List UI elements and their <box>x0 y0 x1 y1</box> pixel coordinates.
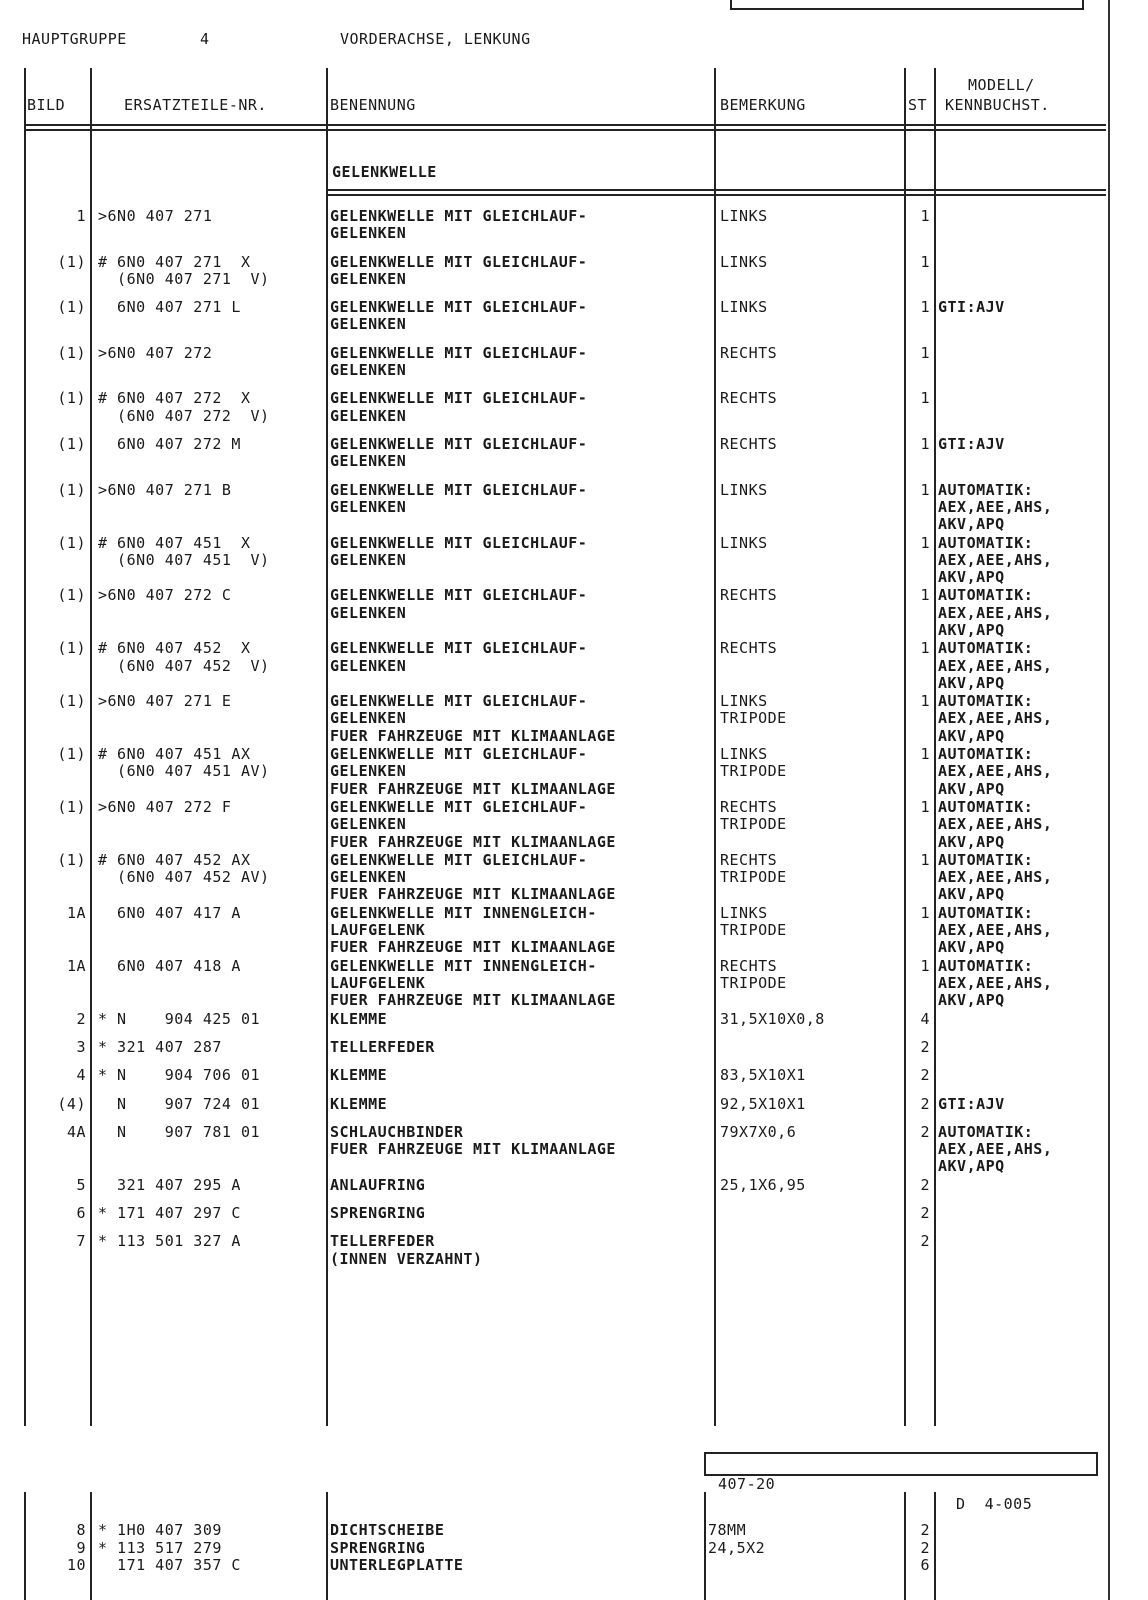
row-remark: 92,5X10X1 <box>720 1094 806 1113</box>
header-rule-2 <box>24 129 1106 131</box>
row-model: AUTOMATIK: AEX,AEE,AHS, AKV,APQ <box>938 692 1053 745</box>
row-remark: LINKS TRIPODE <box>720 692 787 728</box>
row-bild: 7 <box>76 1232 86 1251</box>
row-bild: 1A <box>66 956 86 975</box>
row-bild: (1) <box>57 435 86 453</box>
row-remark: RECHTS <box>720 435 778 453</box>
group-number: 4 <box>200 30 210 48</box>
section-rule-1 <box>326 189 1106 191</box>
row-part: >6N0 407 271 <box>98 207 213 225</box>
row-model: AUTOMATIK: AEX,AEE,AHS, AKV,APQ <box>938 745 1053 798</box>
row-bild: 1A <box>66 903 86 922</box>
row-part: >6N0 407 272 <box>98 343 213 362</box>
row-part: >6N0 407 271 E <box>98 692 232 711</box>
row-remark: LINKS <box>720 533 768 552</box>
row-qty: 1 <box>920 798 930 816</box>
row-part: >6N0 407 271 B <box>98 480 232 499</box>
row-bild: (1) <box>57 480 86 499</box>
row-qty: 1 <box>920 745 930 764</box>
row-remark: LINKS <box>720 298 768 317</box>
row-qty: 1 <box>920 956 930 975</box>
row-bild: (1) <box>57 692 86 711</box>
row-name: KLEMME <box>330 1009 388 1028</box>
row-bild: (1) <box>57 252 86 271</box>
row-part: * 1H0 407 309 <box>98 1521 222 1539</box>
row-bild: (4) <box>57 1094 86 1113</box>
row-bild: (1) <box>57 745 86 764</box>
row-part: * 113 517 279 <box>98 1538 222 1557</box>
row-bild: (1) <box>57 850 86 869</box>
row-part: >6N0 407 272 F <box>98 798 232 816</box>
row-name: GELENKWELLE MIT GLEICHLAUF- GELENKEN <box>330 298 588 334</box>
row-model: AUTOMATIK: AEX,AEE,AHS, AKV,APQ <box>938 533 1053 587</box>
row-qty: 1 <box>920 692 930 711</box>
row-remark: 31,5X10X0,8 <box>720 1009 825 1028</box>
row-bild: 9 <box>76 1538 86 1557</box>
footer-ref: 407-20 <box>718 1475 776 1493</box>
row-part: 6N0 407 418 A <box>98 956 241 975</box>
row-qty: 2 <box>920 1204 930 1222</box>
row-bild: (1) <box>57 389 86 408</box>
group-title: VORDERACHSE, LENKUNG <box>340 30 531 48</box>
row-model: AUTOMATIK: AEX,AEE,AHS, AKV,APQ <box>938 639 1053 692</box>
row-bild: (1) <box>57 533 86 552</box>
row-qty: 2 <box>920 1521 930 1539</box>
col-line-bild <box>90 68 92 1426</box>
colhead-model-2: KENNBUCHST. <box>945 96 1050 114</box>
row-qty: 1 <box>920 252 930 271</box>
row-name: GELENKWELLE MIT GLEICHLAUF- GELENKEN FUER FAHRZEUGE MIT KLIMAANLAGE <box>330 798 616 851</box>
row-bild: 2 <box>76 1009 86 1028</box>
row-remark: RECHTS <box>720 389 778 408</box>
page-edge-line <box>1108 0 1110 1600</box>
row-model: GTI:AJV <box>938 298 1005 317</box>
row-bild: (1) <box>57 343 86 362</box>
row-name: TELLERFEDER (INNEN VERZAHNT) <box>330 1232 483 1268</box>
row-qty: 1 <box>920 480 930 499</box>
row-name: GELENKWELLE MIT INNENGLEICH- LAUFGELENK FUER FAHRZEUGE MIT KLIMAANLAGE <box>330 956 616 1010</box>
row-name: GELENKWELLE MIT GLEICHLAUF- GELENKEN <box>330 586 588 622</box>
row-remark: RECHTS <box>720 639 778 658</box>
row-part: N 907 781 01 <box>98 1122 261 1141</box>
row-model: AUTOMATIK: AEX,AEE,AHS, AKV,APQ <box>938 850 1053 904</box>
row-name: GELENKWELLE MIT GLEICHLAUF- GELENKEN <box>330 343 588 380</box>
row-name: ANLAUFRING <box>330 1175 426 1194</box>
row-bild: (1) <box>57 639 86 658</box>
row-qty: 1 <box>920 343 930 362</box>
row-remark: 78MM <box>708 1521 747 1539</box>
row-name: KLEMME <box>330 1066 388 1085</box>
row-remark: LINKS <box>720 252 768 271</box>
row-part: # 6N0 407 452 AX (6N0 407 452 AV) <box>98 850 270 887</box>
row-part: * 113 501 327 A <box>98 1232 241 1251</box>
footer-box <box>704 1452 1098 1513</box>
row-model: AUTOMATIK: AEX,AEE,AHS, AKV,APQ <box>938 903 1053 957</box>
row-qty: 1 <box>920 435 930 453</box>
row-part: 6N0 407 271 L <box>98 298 241 317</box>
colhead-qty: ST <box>908 96 928 114</box>
row-qty: 2 <box>920 1538 930 1557</box>
row-bild: 4A <box>66 1122 86 1141</box>
col-line-name <box>714 68 716 1426</box>
col2-line-bild <box>90 1492 92 1600</box>
col-line-part <box>326 68 328 1426</box>
row-qty: 2 <box>920 1094 930 1113</box>
row-qty: 2 <box>920 1232 930 1251</box>
row-qty: 1 <box>920 533 930 552</box>
row-remark: 79X7X0,6 <box>720 1122 797 1141</box>
row-remark: 24,5X2 <box>708 1538 766 1557</box>
row-qty: 2 <box>920 1122 930 1141</box>
row-qty: 1 <box>920 639 930 658</box>
row-qty: 1 <box>920 207 930 225</box>
row-part: * 321 407 287 <box>98 1037 222 1056</box>
row-model: AUTOMATIK: AEX,AEE,AHS, AKV,APQ <box>938 480 1053 534</box>
row-name: DICHTSCHEIBE <box>330 1521 445 1539</box>
col2-line-part <box>326 1492 328 1600</box>
row-name: TELLERFEDER <box>330 1037 435 1056</box>
row-remark: LINKS <box>720 480 768 499</box>
row-name: UNTERLEGPLATTE <box>330 1556 464 1574</box>
row-part: 6N0 407 272 M <box>98 435 241 453</box>
row-bild: (1) <box>57 298 86 317</box>
row-model: AUTOMATIK: AEX,AEE,AHS, AKV,APQ <box>938 956 1053 1010</box>
row-name: SCHLAUCHBINDER FUER FAHRZEUGE MIT KLIMAANLAGE <box>330 1122 616 1159</box>
row-name: GELENKWELLE MIT GLEICHLAUF- GELENKEN <box>330 207 588 243</box>
row-part: # 6N0 407 452 X (6N0 407 452 V) <box>98 639 270 675</box>
header-rule-1 <box>24 124 1106 126</box>
row-part: N 907 724 01 <box>98 1094 261 1113</box>
row-bild: 10 <box>66 1556 86 1574</box>
section-rule-2 <box>326 194 1106 196</box>
col2-line-qty <box>934 1492 936 1600</box>
row-remark: RECHTS <box>720 586 778 605</box>
row-name: GELENKWELLE MIT INNENGLEICH- LAUFGELENK FUER FAHRZEUGE MIT KLIMAANLAGE <box>330 903 616 957</box>
row-bild: 4 <box>76 1066 86 1085</box>
row-model: AUTOMATIK: AEX,AEE,AHS, AKV,APQ <box>938 1122 1053 1176</box>
row-part: # 6N0 407 451 X (6N0 407 451 V) <box>98 533 270 569</box>
row-name: GELENKWELLE MIT GLEICHLAUF- GELENKEN <box>330 252 588 288</box>
row-qty: 1 <box>920 903 930 922</box>
row-bild: 6 <box>76 1204 86 1222</box>
group-label: HAUPTGRUPPE <box>22 30 127 48</box>
row-remark: RECHTS <box>720 343 778 362</box>
row-part: * N 904 706 01 <box>98 1066 261 1085</box>
colhead-remark: BEMERKUNG <box>720 96 806 114</box>
row-qty: 1 <box>920 298 930 317</box>
row-name: SPRENGRING <box>330 1538 426 1557</box>
row-remark: 83,5X10X1 <box>720 1066 806 1085</box>
row-name: GELENKWELLE MIT GLEICHLAUF- GELENKEN FUER FAHRZEUGE MIT KLIMAANLAGE <box>330 692 616 745</box>
row-name: GELENKWELLE MIT GLEICHLAUF- GELENKEN FUER FAHRZEUGE MIT KLIMAANLAGE <box>330 850 616 904</box>
row-qty: 1 <box>920 850 930 869</box>
row-model: GTI:AJV <box>938 435 1005 453</box>
row-bild: 1 <box>76 207 86 225</box>
colhead-name: BENENNUNG <box>330 96 416 114</box>
row-remark: RECHTS TRIPODE <box>720 850 787 887</box>
row-part: # 6N0 407 271 X (6N0 407 271 V) <box>98 252 270 288</box>
row-remark: 25,1X6,95 <box>720 1175 806 1194</box>
row-bild: 5 <box>76 1175 86 1194</box>
colhead-partno: ERSATZTEILE-NR. <box>124 96 267 114</box>
row-model: AUTOMATIK: AEX,AEE,AHS, AKV,APQ <box>938 586 1053 639</box>
row-name: GELENKWELLE MIT GLEICHLAUF- GELENKEN <box>330 639 588 675</box>
colhead-bild: BILD <box>27 96 66 114</box>
colhead-model-1: MODELL/ <box>968 76 1035 94</box>
top-frame <box>730 0 1084 10</box>
row-name: SPRENGRING <box>330 1204 426 1222</box>
row-part: # 6N0 407 272 X (6N0 407 272 V) <box>98 389 270 425</box>
row-name: GELENKWELLE MIT GLEICHLAUF- GELENKEN FUER FAHRZEUGE MIT KLIMAANLAGE <box>330 745 616 798</box>
row-bild: (1) <box>57 586 86 605</box>
col-line-qty <box>934 68 936 1426</box>
row-part: * N 904 425 01 <box>98 1009 261 1028</box>
row-model: GTI:AJV <box>938 1094 1005 1113</box>
row-bild: 8 <box>76 1521 86 1539</box>
row-remark: LINKS <box>720 207 768 225</box>
row-name: GELENKWELLE MIT GLEICHLAUF- GELENKEN <box>330 435 588 471</box>
row-bild: 3 <box>76 1037 86 1056</box>
row-part: * 171 407 297 C <box>98 1204 241 1222</box>
row-name: KLEMME <box>330 1094 388 1113</box>
row-remark: RECHTS TRIPODE <box>720 956 787 992</box>
row-qty: 1 <box>920 389 930 408</box>
row-part: 171 407 357 C <box>98 1556 241 1574</box>
row-part: 6N0 407 417 A <box>98 903 241 922</box>
row-model: AUTOMATIK: AEX,AEE,AHS, AKV,APQ <box>938 798 1053 851</box>
row-part: # 6N0 407 451 AX (6N0 407 451 AV) <box>98 745 270 781</box>
row-remark: RECHTS TRIPODE <box>720 798 787 834</box>
row-qty: 2 <box>920 1037 930 1056</box>
row-name: GELENKWELLE MIT GLEICHLAUF- GELENKEN <box>330 389 588 425</box>
row-qty: 1 <box>920 586 930 605</box>
row-qty: 2 <box>920 1066 930 1085</box>
row-part: 321 407 295 A <box>98 1175 241 1194</box>
row-name: GELENKWELLE MIT GLEICHLAUF- GELENKEN <box>330 533 588 569</box>
row-name: GELENKWELLE MIT GLEICHLAUF- GELENKEN <box>330 480 588 516</box>
row-qty: 6 <box>920 1556 930 1574</box>
footer-page: D 4-005 <box>956 1495 1033 1513</box>
row-bild: (1) <box>57 798 86 816</box>
section-title: GELENKWELLE <box>332 163 437 181</box>
row-part: >6N0 407 272 C <box>98 586 232 605</box>
row-qty: 4 <box>920 1009 930 1028</box>
row-qty: 2 <box>920 1175 930 1194</box>
row-remark: LINKS TRIPODE <box>720 745 787 781</box>
row-remark: LINKS TRIPODE <box>720 903 787 940</box>
